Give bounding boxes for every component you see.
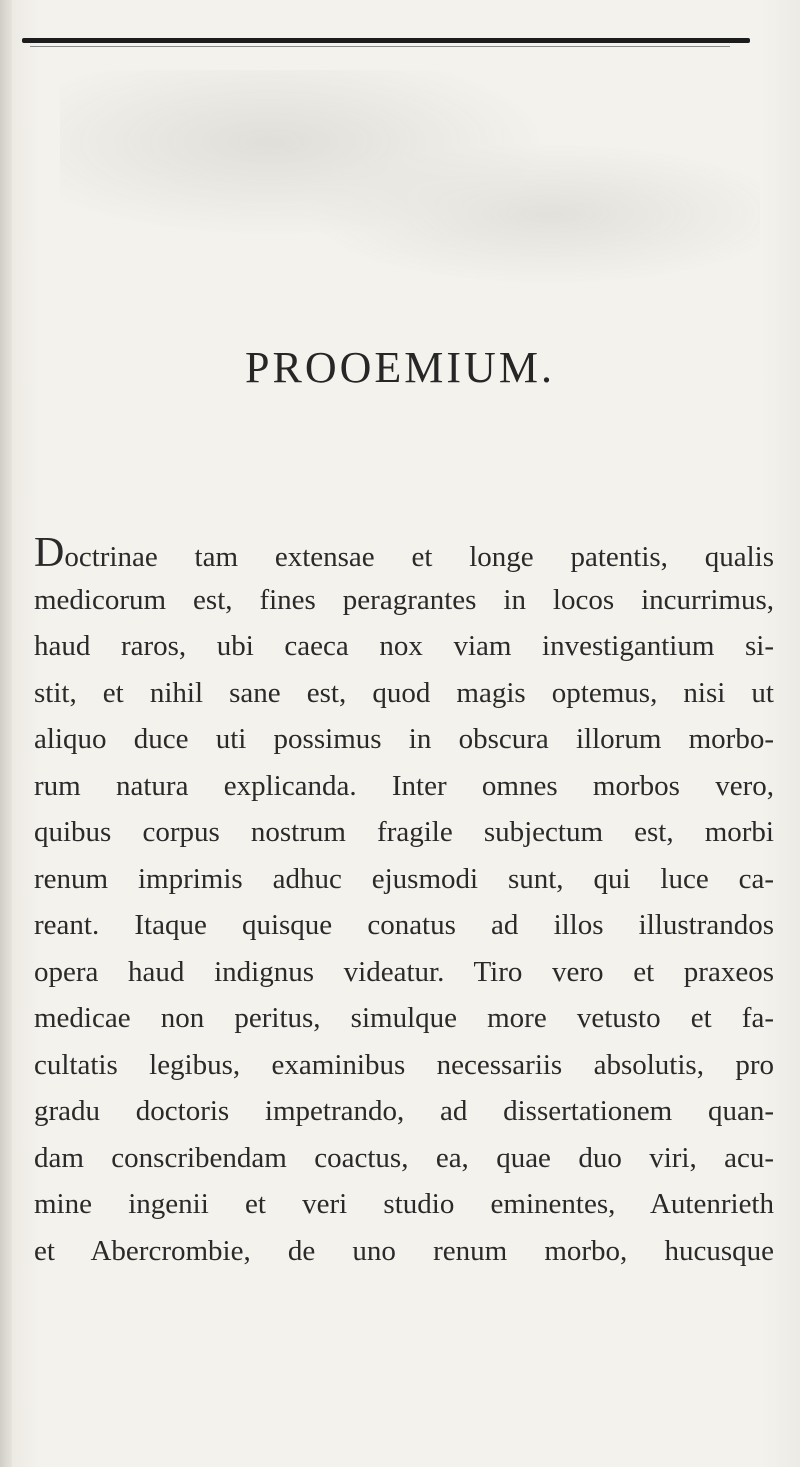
paragraph-line: gradu doctoris impetrando, ad dissertationem quan- bbox=[34, 1095, 774, 1127]
paragraph-line: opera haud indignus videatur. Tiro vero et praxeos bbox=[34, 955, 774, 988]
show-through-bleed bbox=[60, 70, 760, 310]
paragraph-line: quibus corpus nostrum fragile subjectum est, morbi bbox=[34, 816, 774, 848]
paragraph-line: medicorum est, fines peragrantes in locos incurrimus, bbox=[34, 583, 774, 616]
body-paragraph bbox=[34, 530, 774, 1274]
paragraph-line: haud raros, ubi caeca nox viam investigantium si- bbox=[34, 630, 774, 662]
paragraph-line: et Abercrombie, de uno renum morbo, hucusque bbox=[34, 1234, 774, 1267]
paragraph-line: renum imprimis adhuc ejusmodi sunt, qui luce ca- bbox=[34, 862, 774, 895]
paragraph-line: stit, et nihil sane est, quod magis optemus, nisi ut bbox=[34, 676, 774, 709]
paragraph-line: mine ingenii et veri studio eminentes, Autenrieth bbox=[34, 1188, 774, 1220]
top-rule-thin bbox=[30, 46, 730, 47]
paragraph-line: aliquo duce uti possimus in obscura illorum morbo- bbox=[34, 723, 774, 755]
page-title: PROOEMIUM. bbox=[245, 343, 555, 392]
page-binding-edge bbox=[0, 0, 12, 1467]
paragraph-line: cultatis legibus, examinibus necessariis absolutis, pro bbox=[34, 1048, 774, 1081]
first-line-text: octrinae tam extensae et longe patentis, qualis bbox=[64, 541, 774, 573]
paragraph-line: rum natura explicanda. Inter omnes morbos vero, bbox=[34, 769, 774, 802]
paragraph-line: dam conscribendam coactus, ea, quae duo viri, acu- bbox=[34, 1141, 774, 1174]
paragraph-line: reant. Itaque quisque conatus ad illos illustrandos bbox=[34, 909, 774, 941]
drop-cap: D bbox=[34, 530, 65, 576]
paragraph-line-1 bbox=[34, 530, 774, 577]
paragraph-line: medicae non peritus, simulque more vetusto et fa- bbox=[34, 1002, 774, 1034]
top-rule bbox=[22, 38, 750, 43]
